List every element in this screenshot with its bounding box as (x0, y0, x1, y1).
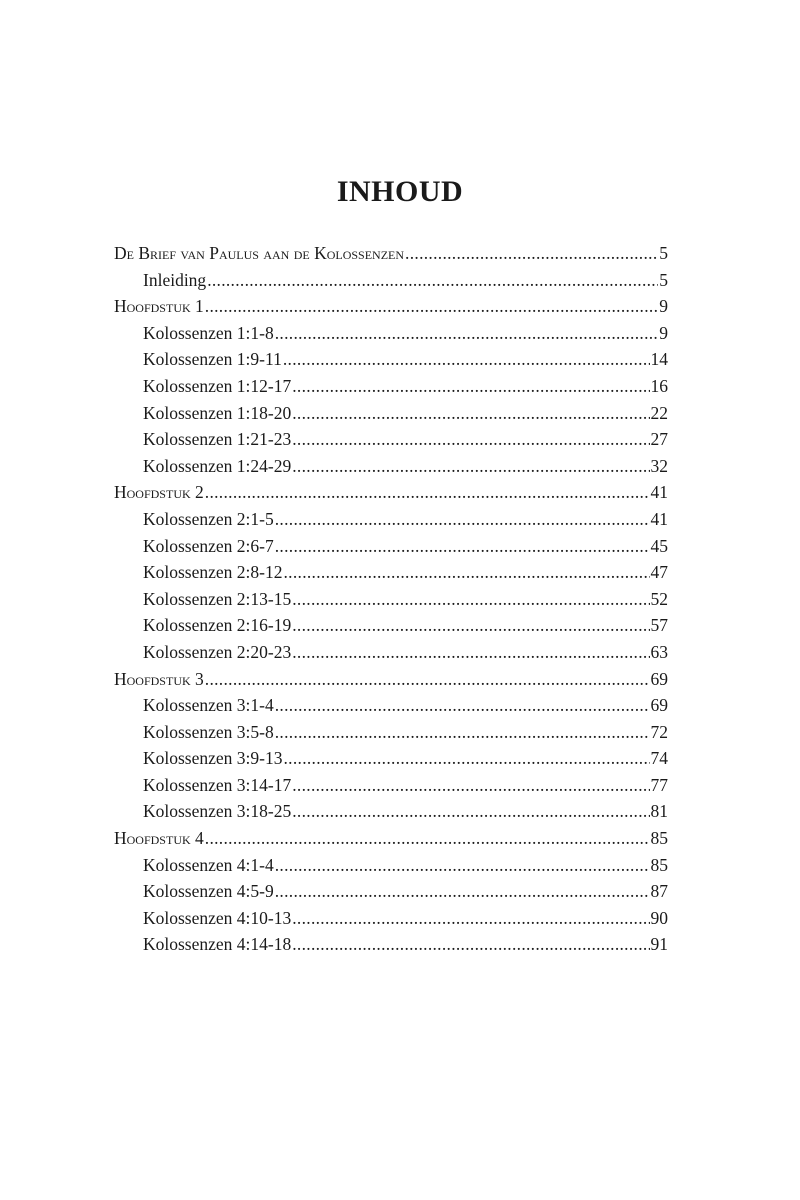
toc-entry-page-number: 22 (650, 402, 668, 423)
table-of-contents (114, 240, 668, 958)
toc-entry-page-number: 32 (650, 455, 668, 476)
dot-leader (205, 293, 658, 320)
toc-section-entry (114, 772, 668, 799)
toc-section-entry (114, 878, 668, 905)
toc-section-entry (114, 586, 668, 613)
toc-entry-page-number: 47 (650, 562, 668, 583)
toc-entry-label: Kolossenzen 4:1-4 (143, 854, 274, 875)
toc-entry-label: Hoofdstuk 1 (114, 296, 204, 317)
dot-leader (292, 772, 649, 799)
toc-entry-page-number: 85 (650, 854, 668, 875)
page-title: INHOUD (336, 175, 464, 209)
toc-entry-label: Kolossenzen 2:8-12 (143, 562, 283, 583)
toc-entry-label: Kolossenzen 3:14-17 (143, 774, 292, 795)
toc-entry-label: Kolossenzen 2:6-7 (143, 535, 274, 556)
toc-entry-page-number: 9 (659, 296, 668, 317)
dot-leader (205, 666, 650, 693)
dot-leader (292, 612, 649, 639)
toc-entry-label: Kolossenzen 1:21-23 (143, 429, 292, 450)
toc-entry-page-number: 87 (650, 881, 668, 902)
dot-leader (207, 267, 658, 294)
toc-entry-page-number: 74 (650, 748, 668, 769)
toc-entry-label: Hoofdstuk 3 (114, 668, 204, 689)
toc-entry-page-number: 90 (650, 907, 668, 928)
dot-leader (284, 559, 650, 586)
toc-section-entry (114, 639, 668, 666)
toc-entry-page-number: 41 (650, 482, 668, 503)
toc-entry-page-number: 52 (650, 588, 668, 609)
toc-entry-label: Kolossenzen 2:16-19 (143, 615, 292, 636)
toc-entry-label: Kolossenzen 3:5-8 (143, 721, 274, 742)
dot-leader (205, 479, 650, 506)
toc-entry-page-number: 5 (659, 269, 668, 290)
toc-entry-label: Kolossenzen 4:5-9 (143, 881, 274, 902)
toc-entry-label: Kolossenzen 2:20-23 (143, 641, 292, 662)
dot-leader (275, 533, 650, 560)
dot-leader (275, 320, 659, 347)
toc-entry-label: Kolossenzen 2:1-5 (143, 508, 274, 529)
toc-entry-label: Kolossenzen 4:10-13 (143, 907, 292, 928)
toc-entry-page-number: 77 (650, 774, 668, 795)
toc-section-entry (114, 692, 668, 719)
toc-entry-label: Kolossenzen 3:18-25 (143, 801, 292, 822)
toc-entry-page-number: 81 (650, 801, 668, 822)
toc-section-entry (114, 346, 668, 373)
toc-entry-label: Kolossenzen 1:24-29 (143, 455, 292, 476)
toc-entry-page-number: 63 (650, 641, 668, 662)
dot-leader (405, 240, 658, 267)
toc-section-entry (114, 931, 668, 958)
toc-entry-page-number: 57 (650, 615, 668, 636)
dot-leader (292, 586, 649, 613)
toc-entry-page-number: 85 (650, 828, 668, 849)
dot-leader (205, 825, 650, 852)
toc-entry-label: Kolossenzen 1:12-17 (143, 375, 292, 396)
toc-entry-page-number: 14 (650, 349, 668, 370)
toc-section-entry (114, 267, 668, 294)
dot-leader (292, 798, 649, 825)
toc-entry-label: De Brief van Paulus aan de Kolossenzen (114, 243, 405, 263)
toc-entry-label: Kolossenzen 2:13-15 (143, 588, 292, 609)
toc-chapter-entry (114, 479, 668, 506)
dot-leader (275, 878, 650, 905)
dot-leader (292, 426, 649, 453)
toc-section-entry (114, 426, 668, 453)
toc-entry-page-number: 9 (659, 322, 668, 343)
toc-entry-page-number: 72 (650, 721, 668, 742)
toc-section-entry (114, 905, 668, 932)
dot-leader (292, 931, 649, 958)
toc-entry-label: Kolossenzen 1:18-20 (143, 402, 292, 423)
toc-section-entry (114, 719, 668, 746)
toc-section-entry (114, 453, 668, 480)
toc-section-entry (114, 798, 668, 825)
toc-section-entry (114, 612, 668, 639)
toc-section-entry (114, 745, 668, 772)
toc-entry-page-number: 69 (650, 668, 668, 689)
toc-entry-page-number: 69 (650, 695, 668, 716)
toc-entry-label: Kolossenzen 3:9-13 (143, 748, 283, 769)
toc-chapter-entry (114, 825, 668, 852)
dot-leader (275, 506, 650, 533)
toc-entry-page-number: 91 (650, 934, 668, 955)
toc-entry-label: Inleiding (143, 269, 207, 290)
toc-section-entry (114, 852, 668, 879)
toc-section-entry (114, 320, 668, 347)
toc-entry-label: Kolossenzen 3:1-4 (143, 695, 274, 716)
toc-entry-page-number: 16 (650, 375, 668, 396)
toc-section-entry (114, 533, 668, 560)
dot-leader (292, 453, 649, 480)
toc-chapter-entry (114, 240, 668, 267)
dot-leader (275, 692, 650, 719)
dot-leader (275, 719, 650, 746)
toc-chapter-entry (114, 666, 668, 693)
dot-leader (292, 905, 649, 932)
toc-entry-page-number: 5 (659, 243, 668, 263)
toc-entry-page-number: 41 (650, 508, 668, 529)
toc-entry-label: Kolossenzen 1:9-11 (143, 349, 282, 370)
dot-leader (292, 639, 649, 666)
toc-entry-label: Kolossenzen 1:1-8 (143, 322, 274, 343)
toc-section-entry (114, 373, 668, 400)
toc-entry-label: Kolossenzen 4:14-18 (143, 934, 292, 955)
toc-entry-label: Hoofdstuk 2 (114, 482, 204, 503)
toc-entry-page-number: 45 (650, 535, 668, 556)
toc-section-entry (114, 400, 668, 427)
toc-entry-label: Hoofdstuk 4 (114, 828, 204, 849)
dot-leader (275, 852, 650, 879)
toc-section-entry (114, 506, 668, 533)
dot-leader (292, 400, 649, 427)
toc-chapter-entry (114, 293, 668, 320)
dot-leader (283, 346, 650, 373)
toc-entry-page-number: 27 (650, 429, 668, 450)
toc-section-entry (114, 559, 668, 586)
dot-leader (284, 745, 650, 772)
dot-leader (292, 373, 649, 400)
